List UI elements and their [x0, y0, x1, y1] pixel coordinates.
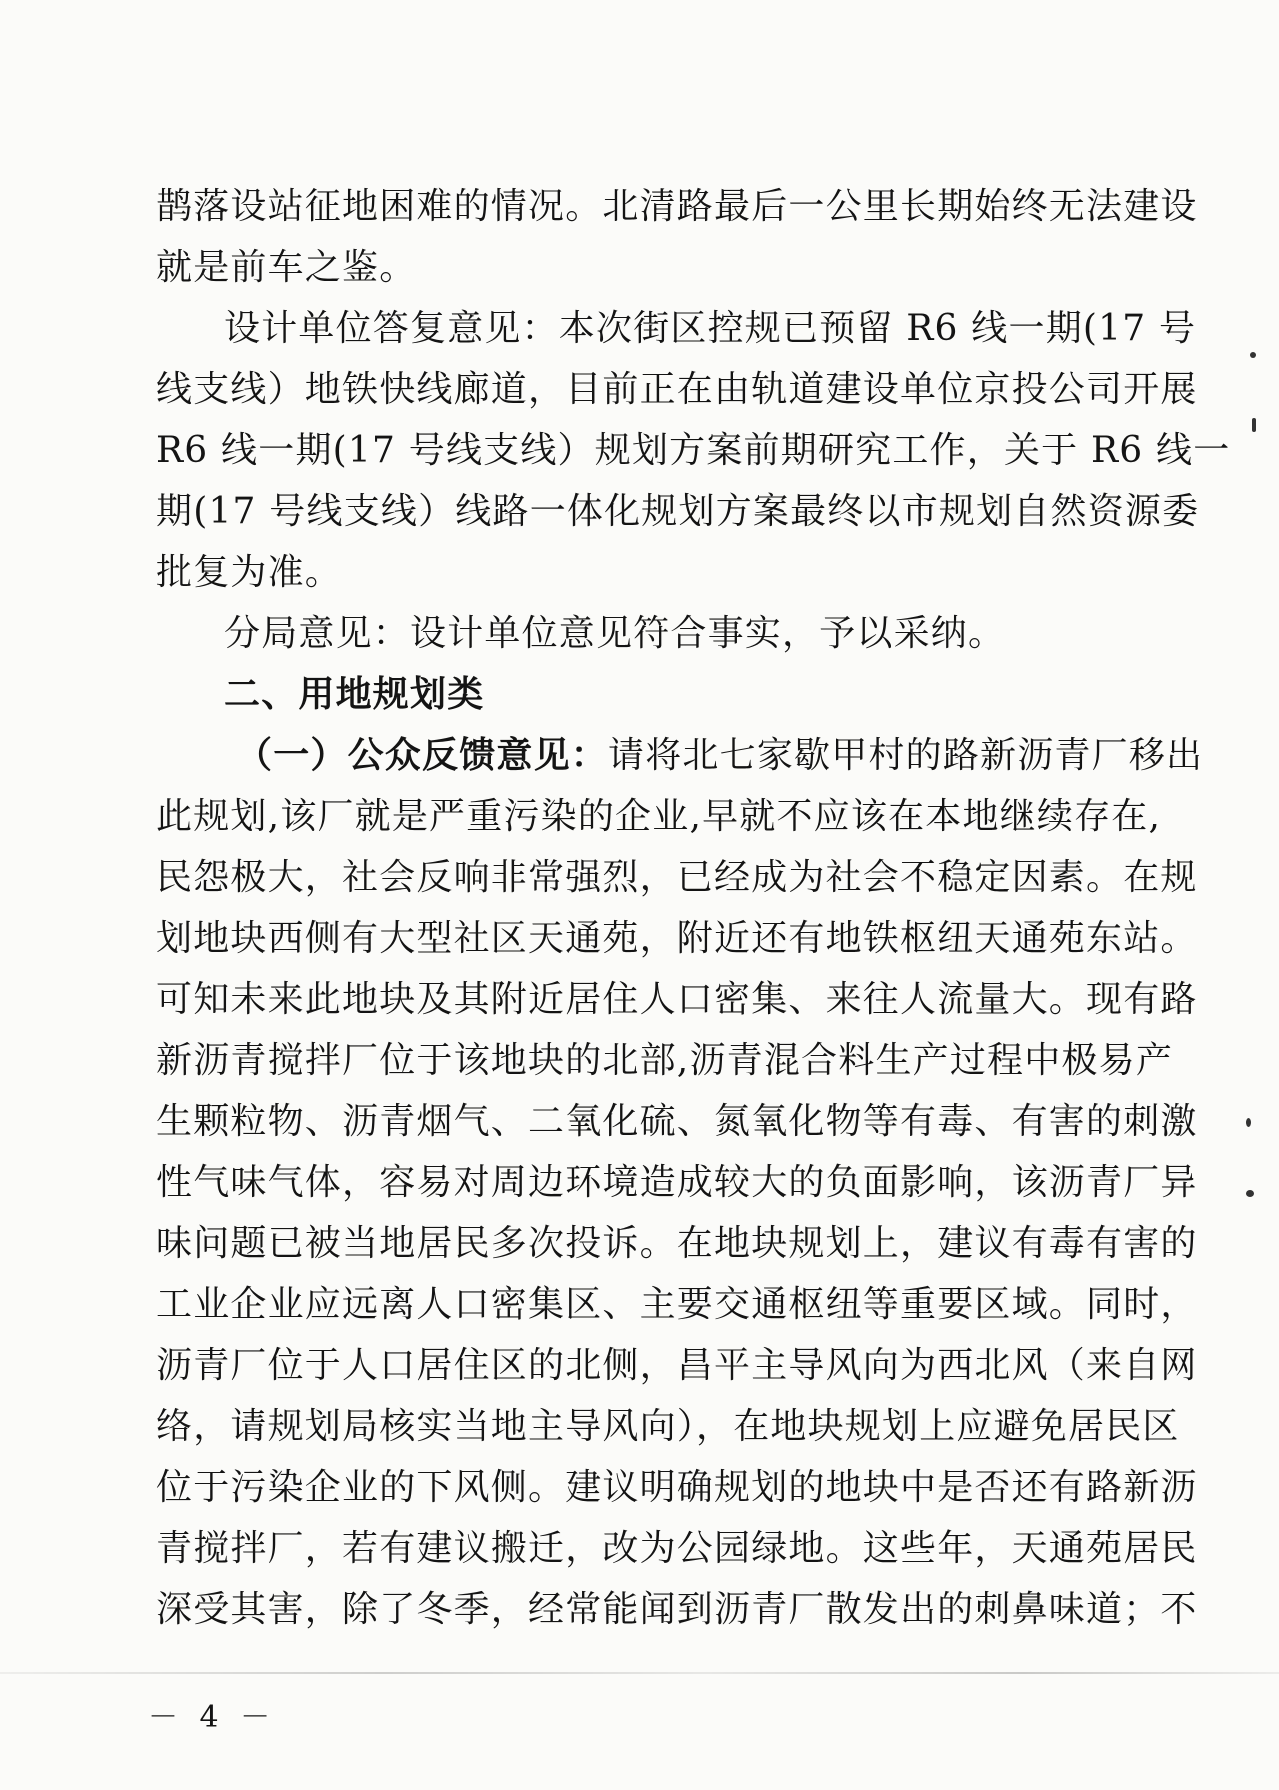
subsection-text: 请将北七家歇甲村的路新沥青厂移出: [608, 735, 1204, 776]
subsection-label: （一）公众反馈意见：: [236, 734, 609, 776]
text-line: R6 线一期(17 号线支线）规划方案前期研究工作，关于 R6 线一: [156, 430, 1231, 471]
page-number: － 4 －: [148, 1700, 277, 1735]
text-line: 民怨极大，社会反响非常强烈，已经成为社会不稳定因素。在规: [156, 857, 1198, 898]
text-line: 新沥青搅拌厂位于该地块的北部,沥青混合料生产过程中极易产: [156, 1040, 1174, 1081]
section-heading: 二、用地规划类: [224, 673, 485, 715]
text-line: 就是前车之鉴。: [156, 247, 417, 288]
text-line: 可知未来此地块及其附近居住人口密集、来往人流量大。现有路: [156, 979, 1198, 1020]
document-body: [156, 176, 1231, 1640]
text-line: 深受其害，除了冬季，经常能闻到沥青厂散发出的刺鼻味道；不: [156, 1589, 1198, 1630]
text-line: 批复为准。: [156, 552, 343, 593]
text-line: 期(17 号线支线）线路一体化规划方案最终以市规划自然资源委: [156, 491, 1200, 532]
text-line: 青搅拌厂，若有建议搬迁，改为公园绿地。这些年，天通苑居民: [156, 1528, 1198, 1569]
text-line: 沥青厂位于人口居住区的北侧，昌平主导风向为西北风（来自网: [156, 1345, 1198, 1386]
text-line: 分局意见：设计单位意见符合事实，予以采纳。: [224, 613, 1006, 654]
text-line: 味问题已被当地居民多次投诉。在地块规划上，建议有毒有害的: [156, 1223, 1198, 1264]
text-line: 络，请规划局核实当地主导风向），在地块规划上应避免居民区: [156, 1406, 1180, 1447]
scan-speck: [1250, 352, 1256, 358]
scan-speck: [1246, 1118, 1251, 1127]
text-line: 性气味气体，容易对周边环境造成较大的负面影响，该沥青厂异: [156, 1162, 1198, 1203]
text-line: 位于污染企业的下风侧。建议明确规划的地块中是否还有路新沥: [156, 1467, 1198, 1508]
text-line: 工业企业应远离人口密集区、主要交通枢纽等重要区域。同时，: [156, 1284, 1198, 1325]
text-line: 鹊落设站征地困难的情况。北清路最后一公里长期始终无法建设: [156, 186, 1198, 227]
scan-speck: [1252, 418, 1256, 432]
text-line: 生颗粒物、沥青烟气、二氧化硫、氮氧化物等有毒、有害的刺激: [156, 1101, 1198, 1142]
text-line: 线支线）地铁快线廊道，目前正在由轨道建设单位京投公司开展: [156, 369, 1198, 410]
subsection-line: [156, 725, 1204, 786]
scan-speck: [1246, 1190, 1254, 1197]
text-line: 设计单位答复意见：本次街区控规已预留 R6 线一期(17 号: [224, 308, 1197, 349]
text-line: 划地块西侧有大型社区天通苑，附近还有地铁枢纽天通苑东站。: [156, 918, 1198, 959]
scan-artifact-line: [0, 1672, 1279, 1674]
text-line: 此规划,该厂就是严重污染的企业,早就不应该在本地继续存在,: [156, 796, 1162, 837]
